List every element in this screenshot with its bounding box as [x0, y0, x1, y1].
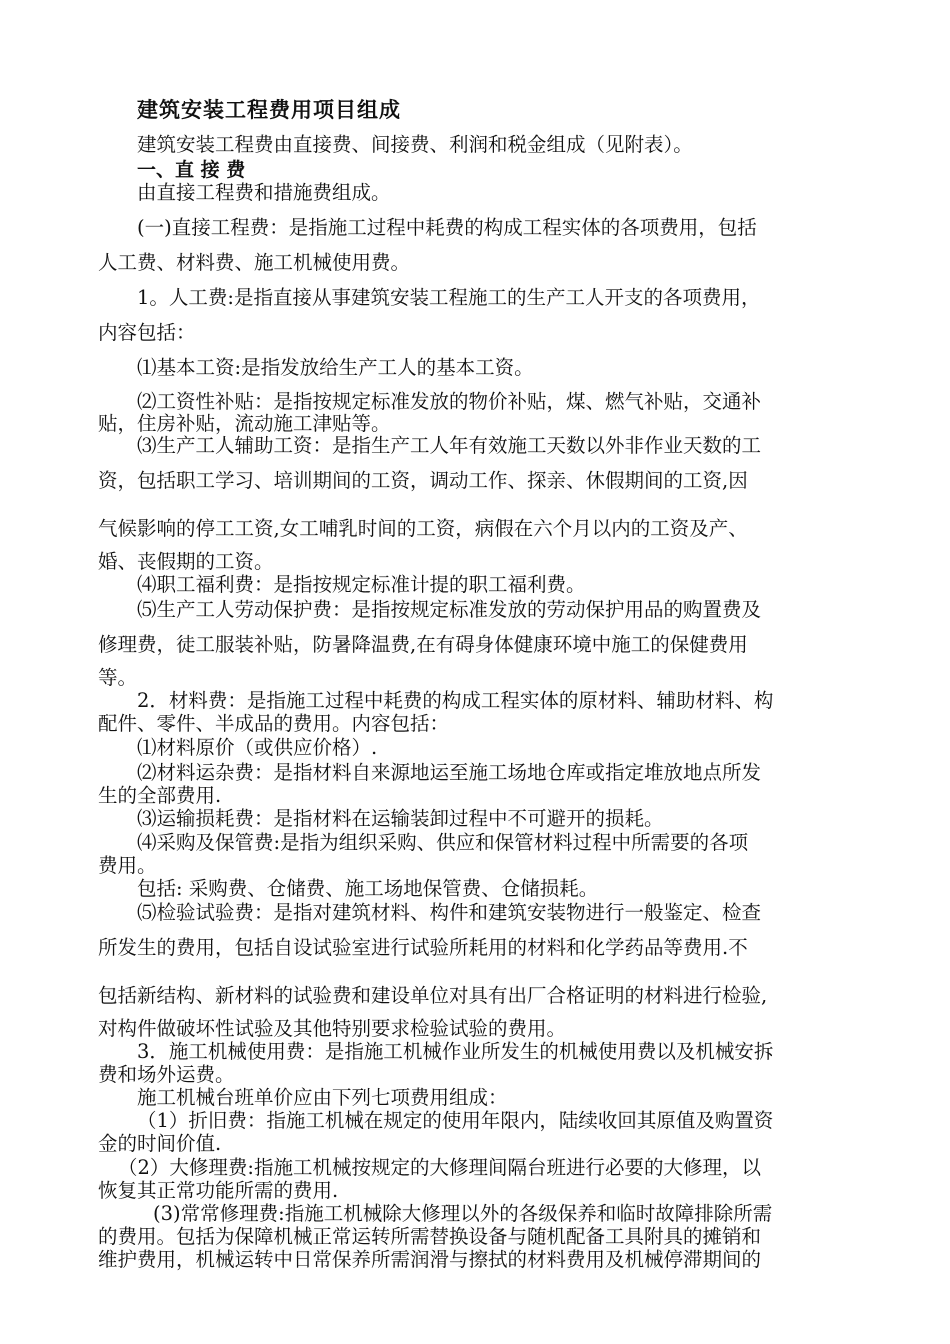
section-heading: 一、直 接 费: [137, 159, 246, 181]
doc-title: 建筑安装工程费用项目组成: [137, 98, 401, 122]
paragraph-line: 3．施工机械使用费：是指施工机械作业所发生的机械使用费以及机械安拆: [137, 1040, 774, 1063]
paragraph-line: 包括: 采购费、仓储费、施工场地保管费、仓储损耗。: [137, 877, 599, 900]
paragraph-line: ⑶生产工人辅助工资：是指生产工人年有效施工天数以外非作业天数的工: [137, 434, 762, 457]
paragraph-line: 气候影响的停工工资,女工哺乳时间的工资，病假在六个月以内的工资及产、: [98, 517, 748, 540]
paragraph-line: 生的全部费用.: [98, 784, 222, 807]
paragraph-line: 所发生的费用，包括自设试验室进行试验所耗用的材料和化学药品等费用.不: [98, 936, 748, 959]
paragraph-line: 人工费、材料费、施工机械使用费。: [98, 251, 411, 274]
paragraph-line: 内容包括：: [98, 321, 196, 344]
paragraph-line: 婚、丧假期的工资。: [98, 550, 274, 573]
paragraph-line: 维护费用，机械运转中日常保养所需润滑与擦拭的材料费用及机械停滞期间的: [98, 1248, 762, 1271]
paragraph-line: 等。: [98, 666, 138, 689]
paragraph-line: （2）大修理费:指施工机械按规定的大修理间隔台班进行必要的大修理，以: [118, 1156, 761, 1179]
paragraph-line: 的费用。包括为保障机械正常运转所需替换设备与随机配备工具附具的摊销和: [98, 1225, 762, 1248]
paragraph-line: ⑴材料原价（或供应价格）.: [137, 736, 378, 759]
paragraph-line: 费和场外运费。: [98, 1063, 235, 1086]
paragraph-line: 资，包括职工学习、培训期间的工资，调动工作、探亲、休假期间的工资,因: [98, 469, 748, 492]
paragraph-line: 施工机械台班单价应由下列七项费用组成：: [137, 1086, 508, 1109]
paragraph-line: ⑴基本工资:是指发放给生产工人的基本工资。: [137, 356, 534, 379]
paragraph-line: 金的时间价值.: [98, 1132, 222, 1155]
paragraph-line: 费用。: [98, 854, 157, 877]
paragraph-line: 对构件做破坏性试验及其他特别要求检验试验的费用。: [98, 1017, 567, 1040]
paragraph-line: ⑸检验试验费：是指对建筑材料、构件和建筑安装物进行一般鉴定、检查: [137, 901, 762, 924]
paragraph-line: (一)直接工程费：是指施工过程中耗费的构成工程实体的各项费用，包括: [137, 216, 757, 239]
paragraph-line: 2．材料费：是指施工过程中耗费的构成工程实体的原材料、辅助材料、构: [137, 689, 774, 712]
paragraph-line: ⑸生产工人劳动保护费：是指按规定标准发放的劳动保护用品的购置费及: [137, 598, 762, 621]
paragraph-line: （1）折旧费：指施工机械在规定的使用年限内，陆续收回其原值及购置资: [137, 1109, 774, 1132]
paragraph-line: 包括新结构、新材料的试验费和建设单位对具有出厂合格证明的材料进行检验,: [98, 984, 768, 1007]
paragraph-line: 由直接工程费和措施费组成。: [137, 181, 391, 204]
paragraph-line: ⑵工资性补贴：是指按规定标准发放的物价补贴，煤、燃气补贴，交通补: [137, 390, 762, 413]
paragraph-line: ⑷职工福利费：是指按规定标准计提的职工福利费。: [137, 573, 586, 596]
paragraph-line: 修理费，徒工服装补贴，防暑降温费,在有碍身体健康环境中施工的保健费用: [98, 633, 748, 656]
paragraph-line: 1。人工费:是指直接从事建筑安装工程施工的生产工人开支的各项费用，: [137, 286, 761, 309]
paragraph-line: ⑷采购及保管费:是指为组织采购、供应和保管材料过程中所需要的各项: [137, 831, 749, 854]
paragraph-line: 贴，住房补贴，流动施工津贴等。: [98, 412, 391, 435]
paragraph-line: (3)常常修理费:指施工机械除大修理以外的各级保养和临时故障排除所需: [153, 1202, 773, 1225]
doc-intro: 建筑安装工程费由直接费、间接费、利润和税金组成（见附表）。: [137, 133, 693, 156]
paragraph-line: ⑵材料运杂费：是指材料自来源地运至施工场地仓库或指定堆放地点所发: [137, 761, 762, 784]
paragraph-line: 配件、零件、半成品的费用。内容包括：: [98, 712, 450, 735]
paragraph-line: 恢复其正常功能所需的费用.: [98, 1179, 339, 1202]
paragraph-line: ⑶运输损耗费：是指材料在运输装卸过程中不可避开的损耗。: [137, 807, 664, 830]
